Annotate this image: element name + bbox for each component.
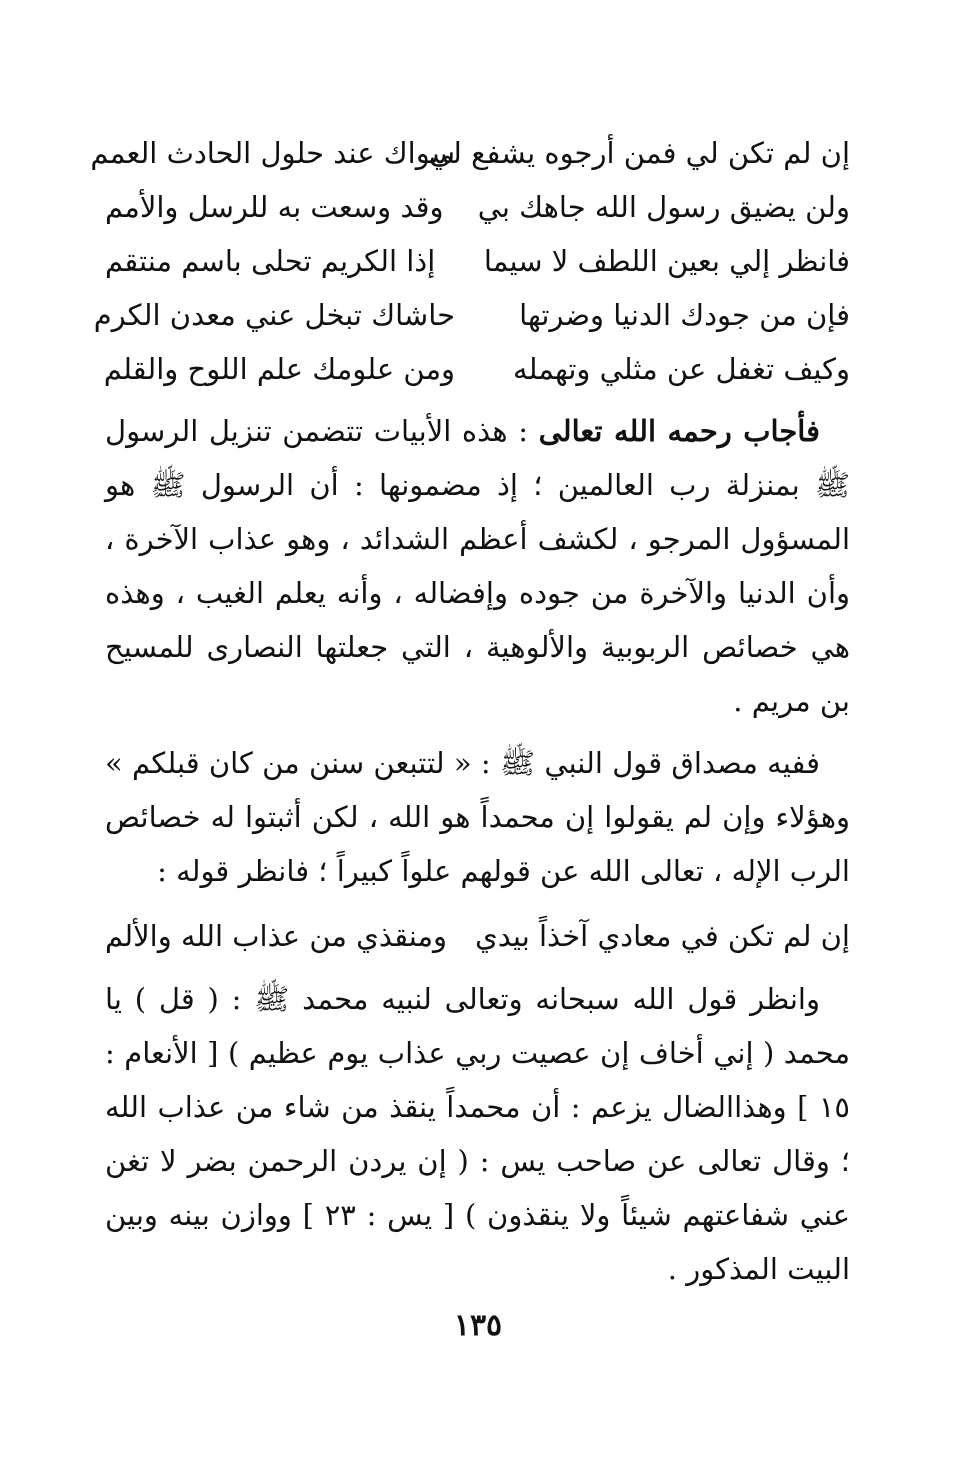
answer-lead: فأجاب رحمه الله تعالى <box>538 414 820 448</box>
hemistich-second: وقد وسعت به للرسل والأمم <box>105 190 444 224</box>
hemistich-second: سواك عند حلول الحادث العمم <box>90 136 455 170</box>
final-paragraph: وانظر قول الله سبحانه وتعالى لنبيه محمد ﷺ : ( قل ) يا محمد ( إني أخاف إن عصيت ربي عذاب يوم عظيم ) [ الأنعام : ١٥ ] وهذاالضال يزعم : أن محمداً ينقذ من شاء من عذاب الله ؛ وقال تعالى عن صاحب يس : ( إن يردن الرحمن بضر لا تغن عني شفاعتهم شيئاً ولا ينقذون ) [ يس : ٢٣ ] ووازن بينه وبين البيت المذكور . <box>105 982 850 1286</box>
poem-line <box>90 126 850 180</box>
hemistich-second: إذا الكريم تحلى باسم منتقم <box>105 244 436 278</box>
hemistich-second: حاشاك تبخل عني معدن الكرم <box>93 298 455 332</box>
answer-paragraph <box>105 404 850 728</box>
poem-line <box>105 234 850 288</box>
hemistich-first: وكيف تغفل عن مثلي وتهمله <box>513 352 850 386</box>
poem-line <box>105 180 850 234</box>
book-page <box>90 126 850 1296</box>
poem <box>90 126 850 396</box>
poem-line <box>93 288 850 342</box>
hemistich-first: إن لم تكن لي فمن أرجوه يشفع لي <box>428 136 850 170</box>
quoted-verse <box>105 908 850 964</box>
hemistich-first: فإن من جودك الدنيا وضرتها <box>519 298 850 332</box>
hadith-paragraph: ففيه مصداق قول النبي ﷺ : « لتتبعن سنن من كان قبلكم » وهؤلاء وإن لم يقولوا إن محمداً هو الله ، لكن أثبتوا له خصائص الرب الإله ، تعالى الله عن قولهم علواً كبيراً ؛ فانظر قوله : <box>105 746 850 888</box>
hemistich-first: فانظر إلي بعين اللطف لا سيما <box>483 244 850 278</box>
page-number: ١٣٥ <box>453 1308 503 1343</box>
verse-second: ومنقذي من عذاب الله والألم <box>105 919 448 953</box>
verse-first: إن لم تكن في معادي آخذاً بيدي <box>475 919 850 953</box>
hemistich-second: ومن علومك علم اللوح والقلم <box>103 352 455 386</box>
answer-text: : هذه الأبيات تتضمن تنزيل الرسول ﷺ بمنزلة رب العالمين ؛ إذ مضمونها : أن الرسول ﷺ هو المسؤول المرجو ، لكشف أعظم الشدائد ، وهو عذاب الآخرة ، وأن الدنيا والآخرة من جوده وإفضاله ، وأنه يعلم الغيب ، وهذه هي خصائص الربوبية والألوهية ، التي جعلتها النصارى للمسيح بن مريم . <box>105 414 850 718</box>
hemistich-first: ولن يضيق رسول الله جاهك بي <box>477 190 850 224</box>
poem-line <box>105 342 850 396</box>
